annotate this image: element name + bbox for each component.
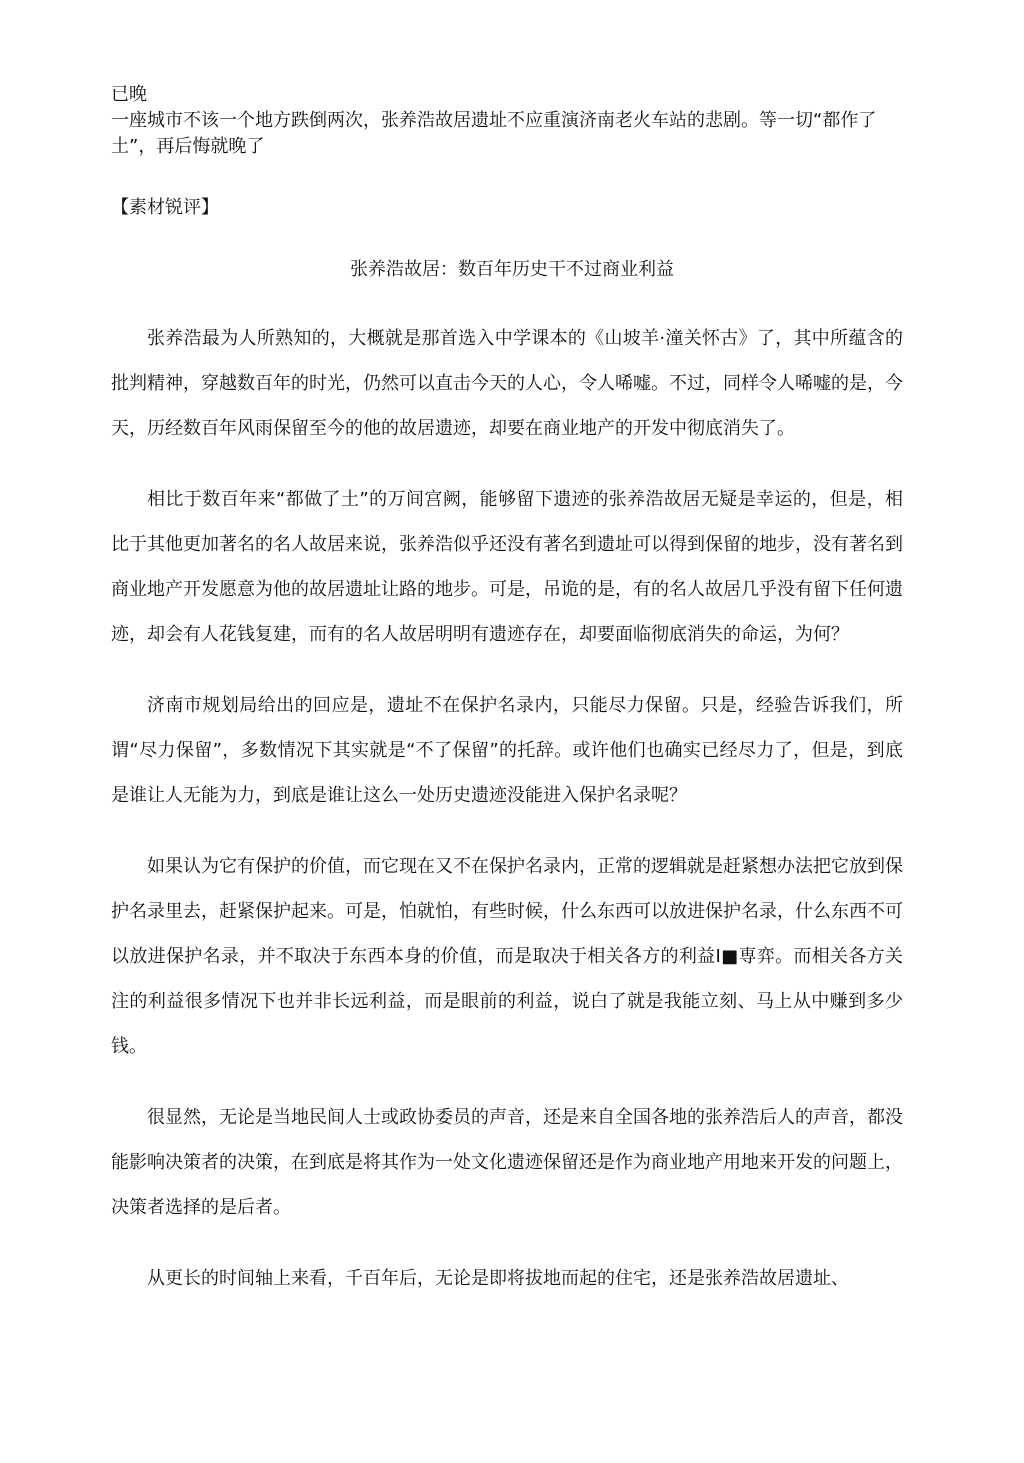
article-paragraph-3: 济南市规划局给出的回应是，遗址不在保护名录内，只能尽力保留。只是，经验告诉我们，所谓“尽力保留”，多数情况下其实就是“不了保留”的托辞。或许他们也确实已经尽力了，但是，到底是谁让人无能为力，到底是谁让这么一处历史遗迹没能进入保护名录呢？	[111, 695, 903, 806]
article-paragraph-2: 相比于数百年来“都做了土”的万间宫阙，能够留下遗迹的张养浩故居无疑是幸运的，但是，相比于其他更加著名的名人故居来说，张养浩似乎还没有著名到遗址可以得到保留的地步，没有著名到商业地产开发愿意为他的故居遗址让路的地步。可是，吊诡的是，有的名人故居几乎没有留下任何遗迹，却会有人花钱复建，而有的名人故居明明有遗迹存在，却要面临彻底消失的命运，为何？	[111, 489, 903, 645]
intro-heading: 已晚	[111, 84, 147, 105]
article-body	[111, 316, 903, 1301]
article-paragraph-5: 很显然，无论是当地民间人士或政协委员的声音，还是来自全国各地的张养浩后人的声音，都没能影响决策者的决策，在到底是将其作为一处文化遗迹保留还是作为商业地产用地来开发的问题上，决策者选择的是后者。	[111, 1107, 903, 1218]
section-label: 【素材锐评】	[111, 197, 219, 218]
intro-block	[111, 82, 911, 160]
article-paragraph-4: 如果认为它有保护的价值，而它现在又不在保护名录内，正常的逻辑就是赶紧想办法把它放到保护名录里去，赶紧保护起来。可是，怕就怕，有些时候，什么东西可以放进保护名录，什么东西不可以放进保护名录，并不取决于东西本身的价值，而是取决于相关各方的利益I■専弈。而相关各方关注的利益很多情况下也并非长远利益，而是眼前的利益，说白了就是我能立刻、马上从中赚到多少钱。	[111, 856, 903, 1057]
article-paragraph-1: 张养浩最为人所熟知的，大概就是那首选入中学课本的《山坡羊·潼关怀古》了，其中所蕴含的批判精神，穿越数百年的时光，仍然可以直击今天的人心，令人唏嘘。不过，同样令人唏嘘的是，今天，历经数百年风雨保留至今的他的故居遗迹，却要在商业地产的开发中彻底消失了。	[111, 328, 903, 439]
intro-summary: 一座城市不该一个地方跌倒两次，张养浩故居遗址不应重演济南老火车站的悲剧。等一切“都作了土”，再后悔就晚了	[111, 110, 877, 157]
article-title: 张养浩故居：数百年历史干不过商业利益	[350, 259, 674, 280]
article-paragraph-6: 从更长的时间轴上来看，千百年后，无论是即将拔地而起的住宅，还是张养浩故居遗址、	[147, 1268, 849, 1289]
